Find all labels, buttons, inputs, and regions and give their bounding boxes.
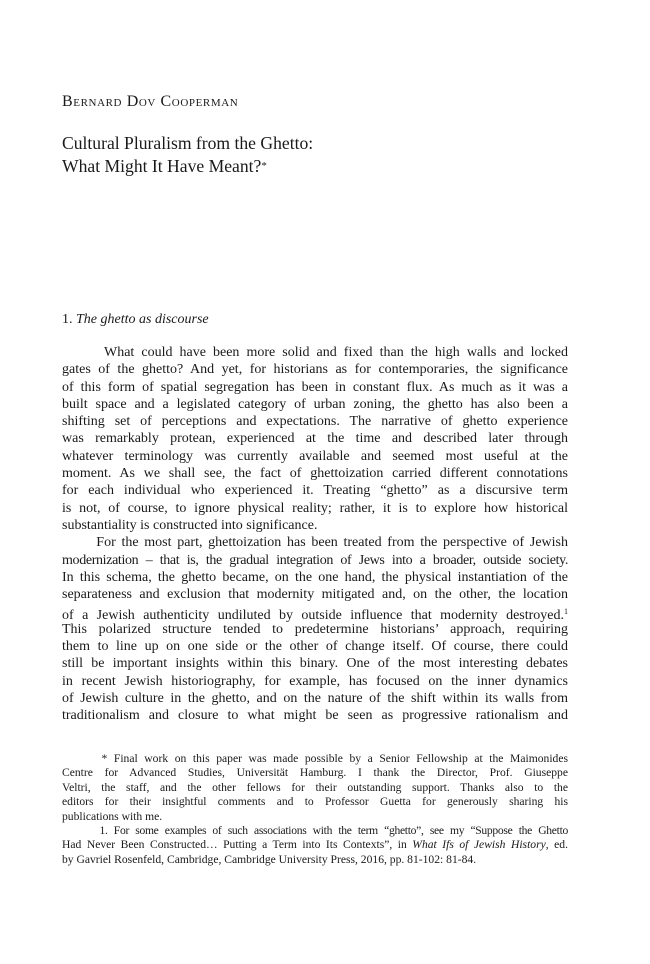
title-line-2-text: What Might It Have Meant?	[62, 156, 262, 176]
text-line: in recent Jewish historiography, for example, has focused on the inner dynamics	[62, 673, 568, 689]
section-number: 1.	[62, 312, 73, 327]
body-text	[62, 344, 568, 725]
footnote-star	[62, 752, 568, 824]
footnote-text: , ed.	[545, 838, 568, 852]
text-line: was remarkably protean, experienced at the time and described later through	[62, 431, 568, 447]
text-line: gates of the ghetto? And yet, for historians as for contemporaries, the significance	[62, 362, 568, 378]
text-line: is not, of course, to ignore physical reality; rather, it is to explore how historical	[62, 500, 568, 516]
text-line: For the most part, ghettoization has been treated from the perspective of Jewish	[62, 535, 568, 551]
footnote-line: by Gavriel Rosenfeld, Cambridge, Cambridge University Press, 2016, pp. 81-102: 81-84.	[62, 852, 477, 866]
paragraph-1	[62, 344, 568, 534]
text-line: What could have been more solid and fixed than the high walls and locked	[62, 345, 568, 360]
footnote-reference-1[interactable]: 1	[564, 607, 568, 617]
text-line: of Jewish culture in the ghetto, and on the nature of the shift within its walls from	[62, 690, 568, 706]
text-line: In this schema, the ghetto became, on the one hand, the physical instantiation of the	[62, 569, 568, 585]
text-line: traditionalism and closure to what might be seen as progressive rationalism and	[62, 708, 568, 724]
footnote-line: Veltri, the staff, and the other fellows for their outstanding support. Thanks also to the	[62, 780, 568, 794]
text-line: separateness and exclusion that modernity mitigated and, on the other, the location	[62, 587, 568, 603]
text-line: built space and a legislated category of urban zoning, the ghetto has also been a	[62, 396, 568, 412]
cited-book-title: What Ifs of Jewish History	[412, 838, 546, 852]
article-title	[62, 132, 313, 178]
footnote-line: * Final work on this paper was made possible by a Senior Fellowship at the Maimonides	[62, 752, 568, 765]
text-line: moment. As we shall see, the fact of ghettoization carried different connotations	[62, 466, 568, 482]
text-line: modernization – that is, the gradual integration of Jews into a broader, outside society.	[62, 552, 568, 568]
paragraph-2	[62, 534, 568, 724]
section-heading	[62, 312, 209, 328]
footnote-line	[62, 838, 568, 852]
text-line: whatever terminology was currently available and seemed most useful at the	[62, 448, 568, 464]
section-title: The ghetto as discourse	[76, 312, 209, 327]
footnote-text: Had Never Been Constructed… Putting a Term into Its Contexts”, in	[62, 838, 413, 852]
title-footnote-mark: *	[261, 160, 267, 172]
text-line: substantiality is constructed into significance.	[62, 517, 318, 533]
footnote-line: publications with me.	[62, 809, 163, 823]
footnote-1	[62, 824, 568, 867]
text-line: shifting set of perceptions and expectations. The narrative of ghetto experience	[62, 414, 568, 430]
text-line	[62, 603, 568, 624]
page	[62, 0, 568, 964]
text-line: still be important insights within this binary. One of the most interesting debates	[62, 656, 568, 672]
title-line-1: Cultural Pluralism from the Ghetto:	[62, 133, 314, 153]
text-line-content: of a Jewish authenticity undiluted by outside influence that modernity destroyed.	[62, 608, 564, 624]
footnote-line: 1. For some examples of such associations with the term “ghetto”, see my “Suppose the Ghetto	[62, 823, 568, 837]
title-line-2	[62, 155, 313, 178]
footnotes	[62, 752, 568, 867]
text-line: them to line up on one side or the other of change itself. Of course, there could	[62, 639, 568, 655]
footnote-line: Centre for Advanced Studies, Universität Hamburg. I thank the Director, Prof. Giuseppe	[62, 766, 568, 780]
text-line: for each individual who experienced it. Treating “ghetto” as a discursive term	[62, 483, 568, 499]
text-line: of this form of spatial segregation has been in constant flux. As much as it was a	[62, 379, 568, 395]
author-name: Bernard Dov Cooperman	[62, 93, 239, 110]
footnote-line: editors for their insightful comments and to Professor Guetta for generously sharing his	[62, 795, 568, 809]
text-line: This polarized structure tended to predetermine historians’ approach, requiring	[62, 621, 568, 637]
